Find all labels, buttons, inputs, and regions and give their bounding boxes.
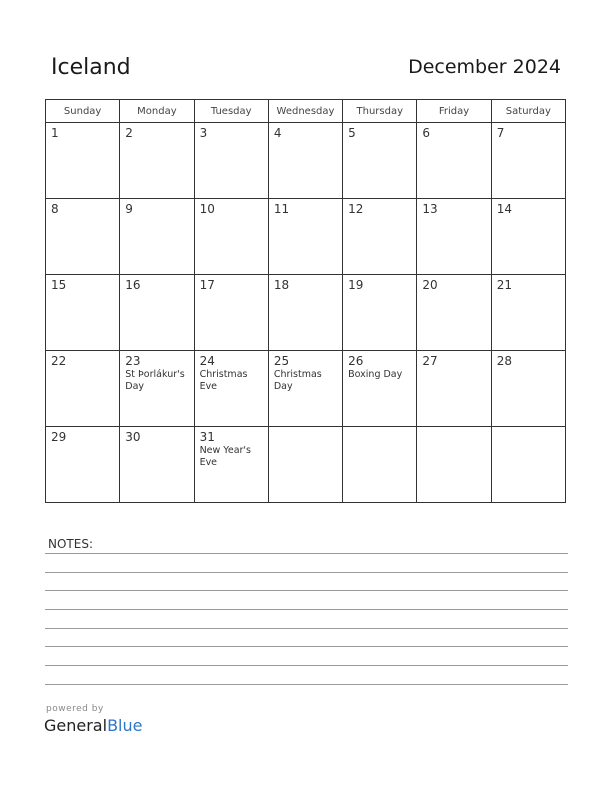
day-cell xyxy=(491,123,565,199)
day-number: 1 xyxy=(51,126,59,140)
day-cell xyxy=(343,427,417,503)
holiday-label: Boxing Day xyxy=(348,369,403,380)
day-cell xyxy=(46,351,120,427)
month-year-title: December 2024 xyxy=(408,56,561,78)
day-number: 31 xyxy=(199,430,215,444)
brand-blue: Blue xyxy=(107,716,143,735)
day-cell xyxy=(46,123,120,199)
holiday-label: Christmas Day xyxy=(273,369,322,392)
day-cell xyxy=(417,199,491,275)
day-number: 6 xyxy=(422,126,431,140)
day-cell xyxy=(194,351,268,427)
day-cell xyxy=(194,199,268,275)
brand-general: General xyxy=(44,716,108,735)
note-line xyxy=(45,665,568,666)
note-line xyxy=(45,572,568,573)
note-line xyxy=(45,628,568,629)
day-cell xyxy=(417,351,491,427)
note-line xyxy=(45,646,568,647)
day-number: 29 xyxy=(51,430,67,444)
day-cell xyxy=(120,427,194,503)
day-number: 14 xyxy=(496,202,512,216)
day-cell xyxy=(120,275,194,351)
note-line xyxy=(45,609,568,610)
day-number: 21 xyxy=(496,278,512,292)
day-cell xyxy=(120,351,194,427)
day-cell xyxy=(491,427,565,503)
day-number: 19 xyxy=(348,278,364,292)
day-cell xyxy=(268,123,342,199)
day-cell xyxy=(343,351,417,427)
country-title: Iceland xyxy=(51,55,131,80)
day-cell xyxy=(120,199,194,275)
note-line xyxy=(45,684,568,685)
day-number: 5 xyxy=(348,126,356,140)
calendar-grid xyxy=(45,99,566,503)
weekday-header-row xyxy=(46,100,566,123)
day-cell xyxy=(120,123,194,199)
day-number: 8 xyxy=(51,202,59,216)
day-cell xyxy=(194,275,268,351)
day-number: 27 xyxy=(422,354,438,368)
day-number: 20 xyxy=(422,278,438,292)
day-number: 12 xyxy=(348,202,364,216)
holiday-label: Christmas Eve xyxy=(199,369,248,392)
day-number: 3 xyxy=(199,126,208,140)
week-row xyxy=(46,199,566,275)
weekday-monday: Monday xyxy=(120,100,194,123)
day-number: 24 xyxy=(199,354,215,368)
day-cell xyxy=(46,275,120,351)
note-line xyxy=(45,553,568,554)
day-number: 11 xyxy=(273,202,290,216)
day-cell xyxy=(268,427,342,503)
day-number: 22 xyxy=(51,354,67,368)
weekday-saturday: Saturday xyxy=(491,100,565,123)
day-cell xyxy=(417,427,491,503)
day-cell xyxy=(491,275,565,351)
powered-by-label: powered by xyxy=(46,704,104,714)
week-row xyxy=(46,351,566,427)
week-row xyxy=(46,427,566,503)
week-row xyxy=(46,123,566,199)
day-number: 4 xyxy=(273,126,282,140)
day-number: 9 xyxy=(125,202,133,216)
day-number: 17 xyxy=(199,278,215,292)
day-cell xyxy=(491,199,565,275)
holiday-label: St Þorlákur's Day xyxy=(125,369,185,392)
day-cell xyxy=(194,427,268,503)
weekday-friday: Friday xyxy=(417,100,491,123)
day-number: 13 xyxy=(422,202,438,216)
day-cell xyxy=(268,199,342,275)
holiday-label: New Year's Eve xyxy=(199,445,251,468)
day-number: 18 xyxy=(273,278,290,292)
day-cell xyxy=(194,123,268,199)
week-row xyxy=(46,275,566,351)
day-number: 30 xyxy=(125,430,141,444)
day-number: 23 xyxy=(125,354,141,368)
day-cell xyxy=(268,275,342,351)
day-cell xyxy=(417,123,491,199)
generalblue-logo xyxy=(44,716,142,735)
day-cell xyxy=(268,351,342,427)
day-number: 10 xyxy=(199,202,215,216)
weekday-tuesday: Tuesday xyxy=(194,100,268,123)
day-number: 28 xyxy=(496,354,512,368)
day-number: 26 xyxy=(348,354,364,368)
day-cell xyxy=(46,427,120,503)
day-cell xyxy=(343,123,417,199)
day-cell xyxy=(46,199,120,275)
day-number: 16 xyxy=(125,278,141,292)
weekday-sunday: Sunday xyxy=(46,100,120,123)
day-cell xyxy=(343,275,417,351)
day-number: 2 xyxy=(125,126,133,140)
day-number: 7 xyxy=(496,126,505,140)
day-cell xyxy=(491,351,565,427)
notes-label: NOTES: xyxy=(48,537,93,551)
day-number: 15 xyxy=(51,278,67,292)
weekday-thursday: Thursday xyxy=(343,100,417,123)
day-cell xyxy=(343,199,417,275)
day-number: 25 xyxy=(273,354,290,368)
day-cell xyxy=(417,275,491,351)
weekday-wednesday: Wednesday xyxy=(268,100,342,123)
note-line xyxy=(45,590,568,591)
